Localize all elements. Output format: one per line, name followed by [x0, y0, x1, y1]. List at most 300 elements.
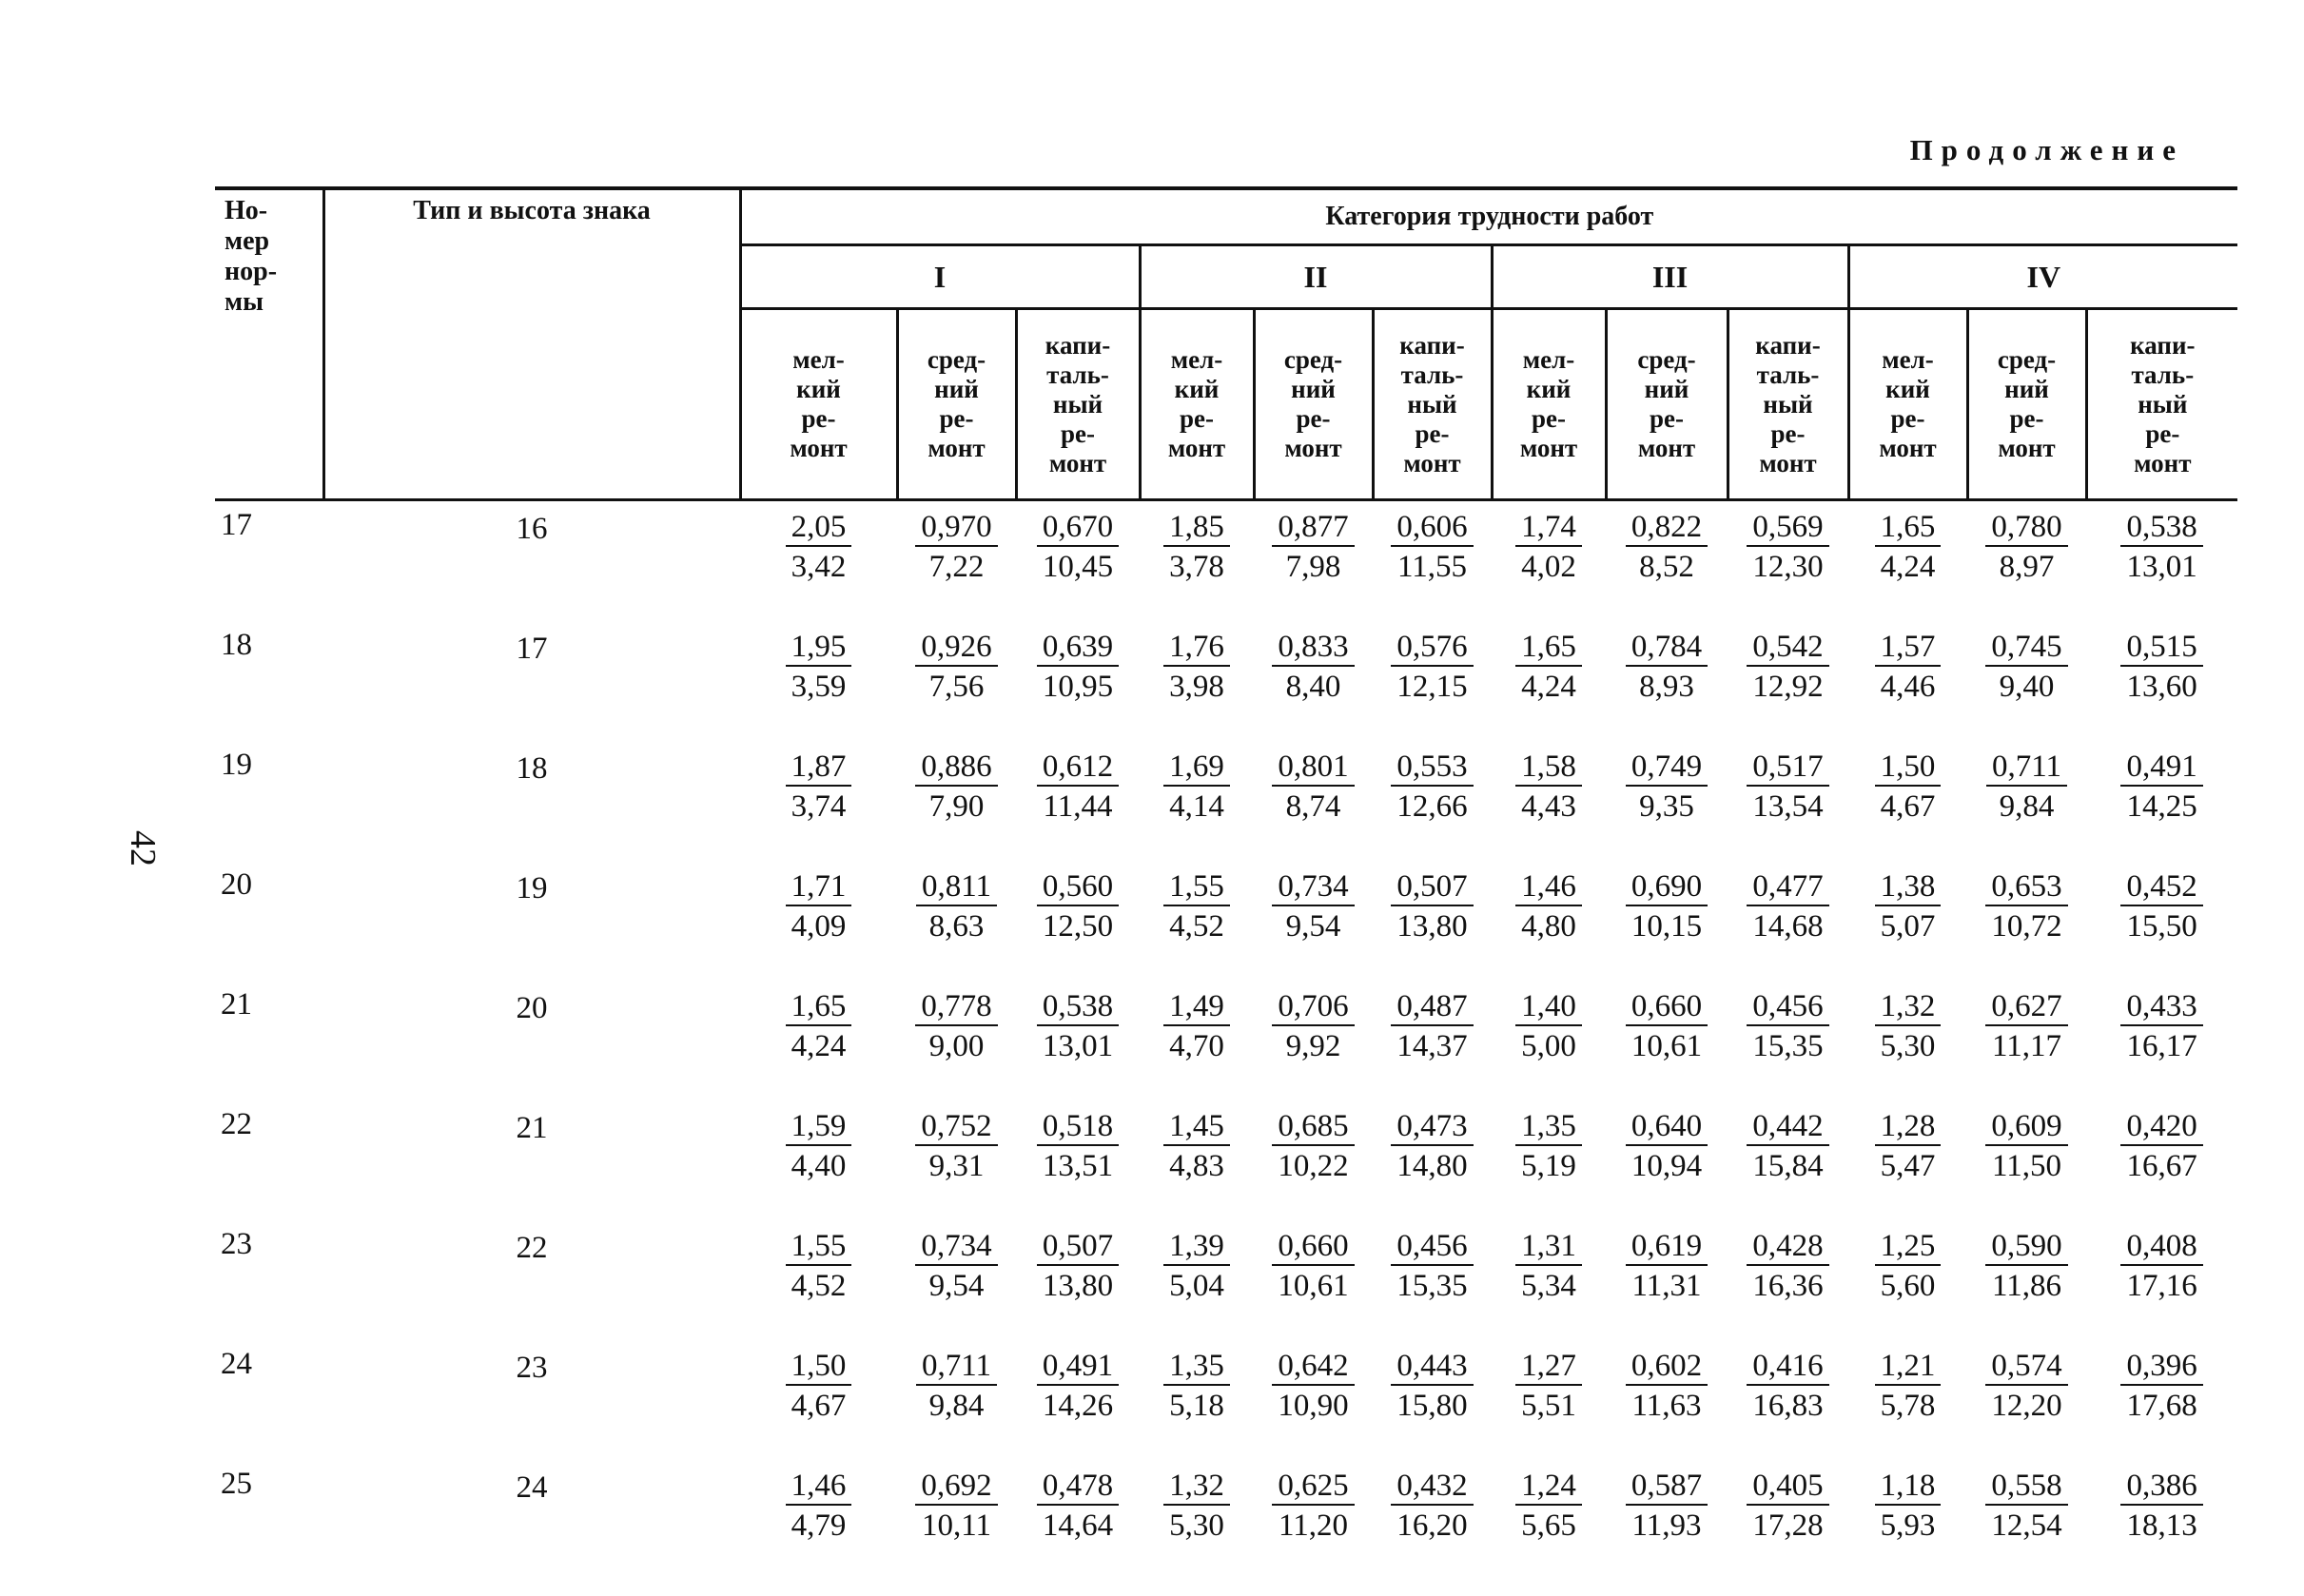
value-cell [1016, 1460, 1140, 1580]
value-cell [1254, 621, 1373, 741]
denominator: 4,79 [791, 1508, 847, 1543]
numerator: 1,58 [1515, 749, 1582, 787]
fraction [1391, 629, 1473, 705]
numerator: 0,784 [1626, 629, 1708, 667]
value-cell [1254, 1220, 1373, 1340]
fraction [1163, 509, 1230, 585]
sign-type-cell: 21 [516, 1111, 548, 1145]
denominator: 16,17 [2126, 1029, 2197, 1063]
value-cell [1728, 1220, 1848, 1340]
value-cell [2086, 1460, 2237, 1580]
norm-number-cell: 21 [221, 987, 252, 1022]
page-number: 42 [123, 830, 163, 866]
denominator: 11,55 [1396, 550, 1468, 584]
numerator: 0,396 [2120, 1348, 2202, 1386]
fraction [786, 629, 852, 705]
value-cell [2086, 1220, 2237, 1340]
numerator: 0,456 [1391, 1228, 1473, 1266]
numerator: 1,55 [1163, 868, 1230, 906]
denominator: 14,68 [1752, 909, 1824, 944]
fraction [1037, 629, 1119, 705]
continuation-label: Продолжение [1909, 133, 2184, 166]
fraction [1163, 1108, 1230, 1184]
numerator: 0,602 [1626, 1348, 1708, 1386]
denominator: 5,18 [1169, 1389, 1224, 1423]
fraction [1515, 1348, 1582, 1424]
numerator: 0,822 [1626, 509, 1708, 547]
numerator: 1,59 [786, 1108, 852, 1146]
denominator: 8,97 [1999, 550, 2055, 584]
table-row [215, 981, 2237, 1100]
numerator: 1,25 [1875, 1228, 1942, 1266]
value-cell [1373, 861, 1492, 981]
value-cell [1848, 861, 1967, 981]
fraction [2120, 1468, 2202, 1544]
numerator: 1,45 [1163, 1108, 1230, 1146]
denominator: 5,30 [1169, 1508, 1224, 1543]
numerator: 1,38 [1875, 868, 1942, 906]
denominator: 12,20 [1991, 1389, 2062, 1423]
value-cell [1016, 500, 1140, 622]
value-cell [897, 741, 1016, 861]
numerator: 1,71 [786, 868, 852, 906]
fraction [1875, 988, 1942, 1064]
header-capital-repair: капи- таль- ный ре- монт [1728, 309, 1848, 500]
numerator: 1,28 [1875, 1108, 1942, 1146]
numerator: 0,538 [1037, 988, 1119, 1026]
numerator: 0,711 [916, 1348, 997, 1386]
denominator: 5,47 [1880, 1149, 1936, 1183]
denominator: 11,31 [1631, 1269, 1702, 1303]
value-cell [1848, 981, 1967, 1100]
value-cell [1492, 1100, 1606, 1220]
denominator: 4,46 [1880, 670, 1936, 704]
value-cell [1492, 741, 1606, 861]
fraction [2120, 868, 2202, 944]
denominator: 8,52 [1639, 550, 1694, 584]
value-cell [1016, 1100, 1140, 1220]
denominator: 9,84 [1999, 789, 2055, 824]
sign-type-cell: 23 [516, 1351, 548, 1385]
fraction [915, 629, 997, 705]
value-cell [1728, 741, 1848, 861]
header-category-3: III [1492, 245, 1848, 309]
fraction [1163, 1468, 1230, 1544]
fraction [1986, 749, 2067, 825]
table-body [215, 500, 2237, 1581]
fraction [1747, 1348, 1828, 1424]
fraction [1391, 1108, 1473, 1184]
value-cell [1016, 621, 1140, 741]
value-cell [1967, 861, 2086, 981]
denominator: 5,60 [1880, 1269, 1936, 1303]
fraction [1515, 868, 1582, 944]
numerator: 1,65 [1875, 509, 1942, 547]
numerator: 0,780 [1985, 509, 2067, 547]
numerator: 1,65 [786, 988, 852, 1026]
fraction [1747, 1228, 1828, 1304]
value-cell [1254, 861, 1373, 981]
value-cell [897, 500, 1016, 622]
value-cell [1967, 1340, 2086, 1460]
denominator: 14,64 [1042, 1508, 1114, 1543]
fraction [1626, 629, 1708, 705]
table-row [215, 621, 2237, 741]
numerator: 1,85 [1163, 509, 1230, 547]
denominator: 11,93 [1631, 1508, 1702, 1543]
numerator: 0,926 [915, 629, 997, 667]
fraction [1626, 1348, 1708, 1424]
numerator: 0,558 [1985, 1468, 2067, 1506]
value-cell [897, 981, 1016, 1100]
denominator: 5,30 [1880, 1029, 1936, 1063]
numerator: 0,627 [1985, 988, 2067, 1026]
numerator: 0,749 [1626, 749, 1708, 787]
denominator: 10,11 [921, 1508, 992, 1543]
value-cell [740, 741, 897, 861]
value-cell [740, 1100, 897, 1220]
value-cell [1492, 500, 1606, 622]
fraction [1272, 1228, 1354, 1304]
numerator: 0,515 [2120, 629, 2202, 667]
fraction [1272, 629, 1354, 705]
numerator: 0,442 [1747, 1108, 1828, 1146]
fraction [915, 1108, 997, 1184]
denominator: 13,80 [1042, 1269, 1114, 1303]
numerator: 1,46 [1515, 868, 1582, 906]
value-cell [1848, 1460, 1967, 1580]
value-cell [1967, 500, 2086, 622]
denominator: 4,02 [1521, 550, 1576, 584]
value-cell [1254, 1340, 1373, 1460]
numerator: 0,653 [1985, 868, 2067, 906]
numerator: 0,642 [1272, 1348, 1354, 1386]
fraction [1163, 749, 1230, 825]
header-medium-repair: сред- ний ре- монт [897, 309, 1016, 500]
numerator: 0,778 [915, 988, 997, 1026]
value-cell [1373, 741, 1492, 861]
denominator: 13,54 [1752, 789, 1824, 824]
fraction [916, 1348, 997, 1424]
fraction [2120, 988, 2202, 1064]
value-cell [1373, 1100, 1492, 1220]
sign-type-cell: 20 [516, 991, 548, 1025]
numerator: 1,65 [1515, 629, 1582, 667]
fraction [1391, 509, 1473, 585]
value-cell [1016, 981, 1140, 1100]
denominator: 10,94 [1630, 1149, 1703, 1183]
fraction [1515, 509, 1582, 585]
denominator: 4,70 [1169, 1029, 1224, 1063]
denominator: 14,25 [2126, 789, 2197, 824]
table-header [215, 188, 2237, 500]
fraction [1391, 1228, 1473, 1304]
numerator: 0,538 [2120, 509, 2202, 547]
header-category-4: IV [1848, 245, 2237, 309]
denominator: 11,20 [1278, 1508, 1349, 1543]
denominator: 16,67 [2126, 1149, 2197, 1183]
header-minor-repair: мел- кий ре- монт [740, 309, 897, 500]
fraction [786, 1228, 852, 1304]
denominator: 16,83 [1752, 1389, 1824, 1423]
fraction [1875, 749, 1942, 825]
numerator: 0,443 [1391, 1348, 1473, 1386]
numerator: 0,487 [1391, 988, 1473, 1026]
denominator: 11,50 [1991, 1149, 2062, 1183]
numerator: 0,833 [1272, 629, 1354, 667]
fraction [1037, 1228, 1119, 1304]
denominator: 16,36 [1752, 1269, 1824, 1303]
numerator: 0,706 [1272, 988, 1354, 1026]
value-cell [1728, 500, 1848, 622]
numerator: 1,46 [786, 1468, 852, 1506]
sign-type-cell: 19 [516, 871, 548, 905]
fraction [915, 1468, 997, 1544]
fraction [1875, 868, 1942, 944]
value-cell [1492, 1460, 1606, 1580]
denominator: 5,04 [1169, 1269, 1224, 1303]
numerator: 0,690 [1626, 868, 1708, 906]
fraction [1272, 1108, 1354, 1184]
header-norm-number: Но- мер нор- мы [215, 188, 323, 500]
denominator: 15,50 [2126, 909, 2197, 944]
numerator: 1,76 [1163, 629, 1230, 667]
fraction [915, 1228, 997, 1304]
numerator: 0,542 [1747, 629, 1828, 667]
table-row [215, 741, 2237, 861]
value-cell [1606, 981, 1728, 1100]
fraction [1985, 1108, 2067, 1184]
fraction [786, 749, 852, 825]
numerator: 0,491 [1037, 1348, 1119, 1386]
numerator: 0,660 [1272, 1228, 1354, 1266]
fraction [915, 749, 997, 825]
value-cell [1728, 1100, 1848, 1220]
norm-number-cell: 18 [221, 628, 252, 662]
value-cell [1140, 741, 1254, 861]
norm-number-cell: 20 [221, 867, 252, 902]
numerator: 1,21 [1875, 1348, 1942, 1386]
denominator: 7,56 [928, 670, 985, 704]
denominator: 5,19 [1521, 1149, 1576, 1183]
denominator: 9,84 [928, 1389, 985, 1423]
numerator: 0,970 [915, 509, 997, 547]
value-cell [740, 1460, 897, 1580]
denominator: 4,67 [1880, 789, 1936, 824]
numerator: 0,517 [1747, 749, 1828, 787]
value-cell [1848, 621, 1967, 741]
value-cell [1373, 1340, 1492, 1460]
header-medium-repair: сред- ний ре- монт [1254, 309, 1373, 500]
value-cell [1606, 861, 1728, 981]
fraction [1875, 1468, 1942, 1544]
numerator: 0,553 [1391, 749, 1473, 787]
numerator: 0,569 [1747, 509, 1828, 547]
numerator: 0,660 [1626, 988, 1708, 1026]
value-cell [897, 1340, 1016, 1460]
header-medium-repair: сред- ний ре- монт [1967, 309, 2086, 500]
denominator: 9,00 [928, 1029, 985, 1063]
value-cell [1728, 621, 1848, 741]
numerator: 0,734 [915, 1228, 997, 1266]
fraction [1037, 1348, 1119, 1424]
fraction [1037, 509, 1119, 585]
numerator: 1,32 [1875, 988, 1942, 1026]
numerator: 1,24 [1515, 1468, 1582, 1506]
value-cell [2086, 621, 2237, 741]
denominator: 3,42 [791, 550, 847, 584]
denominator: 11,44 [1043, 789, 1113, 824]
value-cell [1728, 1460, 1848, 1580]
header-capital-repair: капи- таль- ный ре- монт [2086, 309, 2237, 500]
value-cell [1848, 741, 1967, 861]
numerator: 0,428 [1747, 1228, 1828, 1266]
denominator: 10,15 [1630, 909, 1703, 944]
fraction [1626, 1108, 1708, 1184]
fraction [1875, 1228, 1942, 1304]
norm-number-cell: 22 [221, 1107, 252, 1141]
value-cell [1848, 1220, 1967, 1340]
numerator: 1,95 [786, 629, 852, 667]
fraction [1163, 1348, 1230, 1424]
value-cell [740, 1220, 897, 1340]
value-cell [1606, 500, 1728, 622]
fraction [786, 988, 852, 1064]
fraction [1515, 1108, 1582, 1184]
numerator: 1,32 [1163, 1468, 1230, 1506]
fraction [1272, 1468, 1354, 1544]
value-cell [1606, 741, 1728, 861]
value-cell [1254, 500, 1373, 622]
value-cell [1492, 981, 1606, 1100]
numerator: 0,587 [1626, 1468, 1708, 1506]
fraction [1037, 1468, 1119, 1544]
fraction [1037, 988, 1119, 1064]
fraction [1391, 1468, 1473, 1544]
value-cell [1848, 1100, 1967, 1220]
value-cell [1967, 621, 2086, 741]
value-cell [1606, 1340, 1728, 1460]
numerator: 1,49 [1163, 988, 1230, 1026]
denominator: 3,74 [791, 789, 847, 824]
numerator: 0,576 [1391, 629, 1473, 667]
denominator: 4,52 [1169, 909, 1224, 944]
fraction [786, 509, 852, 585]
fraction [2120, 1108, 2202, 1184]
numerator: 0,433 [2120, 988, 2202, 1026]
fraction [1626, 509, 1708, 585]
header-capital-repair: капи- таль- ный ре- монт [1373, 309, 1492, 500]
denominator: 4,52 [791, 1269, 847, 1303]
table-row [215, 1220, 2237, 1340]
value-cell [1606, 1220, 1728, 1340]
table-row [215, 1340, 2237, 1460]
header-category: Категория трудности работ [740, 188, 2237, 245]
denominator: 17,28 [1752, 1508, 1824, 1543]
numerator: 0,625 [1272, 1468, 1354, 1506]
value-cell [1967, 1460, 2086, 1580]
numerator: 0,491 [2120, 749, 2202, 787]
numerator: 0,886 [915, 749, 997, 787]
header-minor-repair: мел- кий ре- монт [1140, 309, 1254, 500]
denominator: 4,43 [1521, 789, 1576, 824]
value-cell [740, 500, 897, 622]
value-cell [1016, 1340, 1140, 1460]
numerator: 0,405 [1747, 1468, 1828, 1506]
numerator: 0,386 [2120, 1468, 2202, 1506]
value-cell [740, 621, 897, 741]
fraction [1515, 988, 1582, 1064]
table-row [215, 500, 2237, 622]
value-cell [1254, 1100, 1373, 1220]
denominator: 4,24 [791, 1029, 847, 1063]
denominator: 5,51 [1521, 1389, 1576, 1423]
denominator: 13,80 [1396, 909, 1468, 944]
denominator: 4,67 [791, 1389, 847, 1423]
value-cell [1492, 1220, 1606, 1340]
denominator: 9,54 [1285, 909, 1341, 944]
numerator: 1,40 [1515, 988, 1582, 1026]
denominator: 12,30 [1752, 550, 1824, 584]
value-cell [1967, 1100, 2086, 1220]
numerator: 1,57 [1875, 629, 1942, 667]
fraction [1747, 629, 1828, 705]
numerator: 0,456 [1747, 988, 1828, 1026]
numerator: 1,35 [1515, 1108, 1582, 1146]
numerator: 0,639 [1037, 629, 1119, 667]
denominator: 10,90 [1278, 1389, 1349, 1423]
denominator: 7,90 [928, 789, 985, 824]
value-cell [740, 981, 897, 1100]
numerator: 0,692 [915, 1468, 997, 1506]
denominator: 4,09 [791, 909, 847, 944]
denominator: 12,66 [1396, 789, 1468, 824]
header-capital-repair: капи- таль- ный ре- монт [1016, 309, 1140, 500]
numerator: 1,35 [1163, 1348, 1230, 1386]
fraction [1626, 1468, 1708, 1544]
fraction [1626, 988, 1708, 1064]
value-cell [1967, 981, 2086, 1100]
numerator: 0,609 [1985, 1108, 2067, 1146]
denominator: 10,72 [1991, 909, 2062, 944]
numerator: 0,507 [1391, 868, 1473, 906]
fraction [786, 1108, 852, 1184]
value-cell [1373, 981, 1492, 1100]
denominator: 10,45 [1042, 550, 1114, 584]
denominator: 8,93 [1639, 670, 1694, 704]
numerator: 0,477 [1747, 868, 1828, 906]
denominator: 3,98 [1169, 670, 1224, 704]
value-cell [897, 861, 1016, 981]
denominator: 5,93 [1880, 1508, 1936, 1543]
numerator: 0,877 [1272, 509, 1354, 547]
denominator: 15,80 [1396, 1389, 1468, 1423]
value-cell [2086, 861, 2237, 981]
fraction [1272, 749, 1354, 825]
fraction [1985, 1228, 2067, 1304]
fraction [1272, 1348, 1354, 1424]
fraction [1163, 988, 1230, 1064]
denominator: 16,20 [1396, 1508, 1468, 1543]
denominator: 7,22 [928, 550, 985, 584]
fraction [1391, 749, 1473, 825]
denominator: 13,60 [2126, 670, 2197, 704]
norms-table [215, 186, 2237, 1580]
numerator: 1,18 [1875, 1468, 1942, 1506]
denominator: 9,40 [1999, 670, 2055, 704]
fraction [1163, 868, 1230, 944]
header-sign-type: Тип и высота знака [323, 188, 740, 500]
